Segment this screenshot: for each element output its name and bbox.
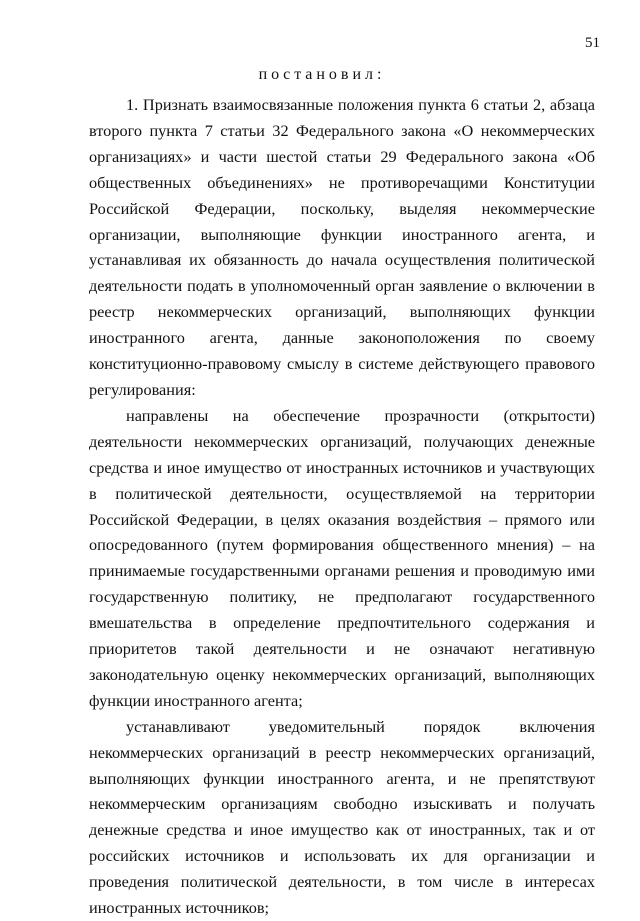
paragraph-1: 1. Признать взаимосвязанные положения пункта 6 статьи 2, абзаца второго пункта 7 статьи 32 Федерального закона «О некоммерческих организациях» и части шестой статьи 29 Федерального закона «Об общественных объединениях» не противоречащими Конституции Российской Федерации, поскольку, выделяя некоммерческие организации, выполняющие функции иностранного агента, и устанавливая их обязанность до начала осуществления политической деятельности подать в уполномоченный орган заявление о включении в реестр некоммерческих организаций, выполняющих функции иностранного агента, данные законоположения по своему конституционно-правовому смыслу в системе действующего правового регулирования: [89, 95, 595, 399]
paragraph-3: устанавливают уведомительный порядок включения некоммерческих организаций в реестр некоммерческих организаций, выполняющих функции иностранного агента, и не препятствуют некоммерческим организациям свободно изыскивать и получать денежные средства и иное имущество как от иностранных, так и от российских источников и использовать их для организации и проведения политической деятельности, в том числе в интересах иностранных источников; [89, 716, 595, 918]
document-body [89, 92, 595, 921]
resolution-heading: п о с т а н о в и л : [258, 66, 382, 83]
page-number: 51 [585, 35, 600, 51]
paragraph-2: направлены на обеспечение прозрачности (открытости) деятельности некоммерческих организаций, получающих денежные средства и иное имущество от иностранных источников и участвующих в политической деятельности, осуществляемой на территории Российской Федерации, в целях оказания воздействия – прямого или опосредованного (путем формирования общественного мнения) – на принимаемые государственными органами решения и проводимую ими государственную политику, не предполагают государственного вмешательства в определение предпочтительного содержания и приоритетов такой деятельности и не означают негативную законодательную оценку некоммерческих организаций, выполняющих функции иностранного агента; [89, 405, 595, 710]
